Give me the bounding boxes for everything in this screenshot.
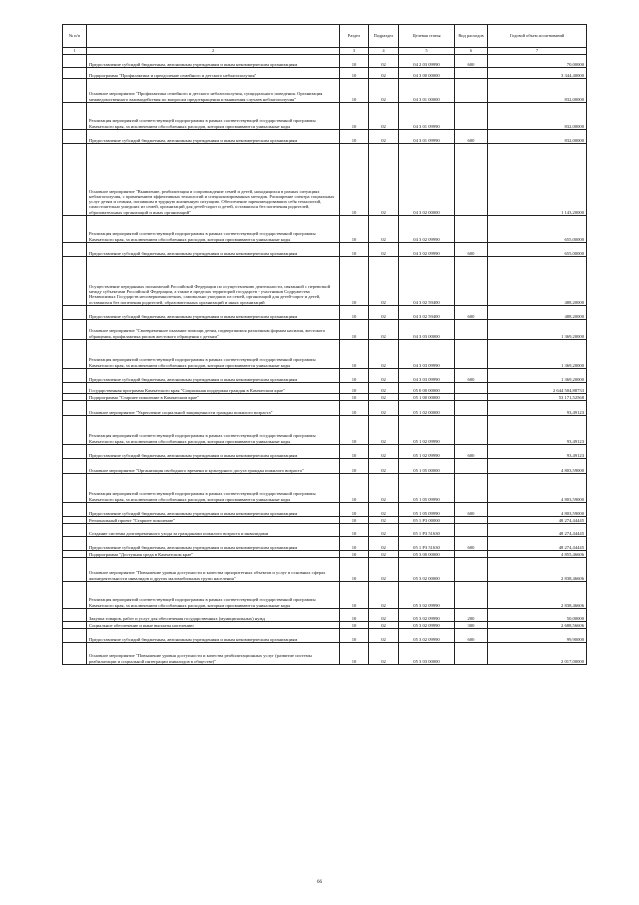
row-razdel-cell: 10: [340, 55, 369, 68]
row-target-cell: 04 3 03 09990: [399, 340, 455, 369]
row-number-cell: [63, 130, 87, 144]
row-podrazdel-cell: 02: [369, 216, 399, 243]
row-vid-cell: [455, 524, 488, 537]
row-amount-cell: 53 171,52568: [488, 394, 587, 401]
row-name-cell: Реализация мероприятий соответствующей подпрограммы в рамках соответствующей государственной программы Камчатского края, за исключением обособленных расходов, которым присваиваются уникальные коды: [87, 216, 340, 243]
header-num: № п/п: [63, 25, 87, 48]
row-number-cell: [63, 369, 87, 383]
row-amount-cell: 488,20000: [488, 306, 587, 320]
column-number: 5: [399, 48, 455, 55]
row-name-cell: Основное мероприятие "Повышение уровня доступности и качества реабилитационных услуг (развитие системы реабилитации и социальной интеграции инвалидов в обществе)": [87, 643, 340, 665]
row-target-cell: 05 3 03 00000: [399, 643, 455, 665]
row-vid-cell: 600: [455, 243, 488, 257]
row-amount-cell: 1 369,20000: [488, 320, 587, 340]
row-name-cell: Основное мероприятие "Профилактика семейного и детского неблагополучия, суицидального поведения. Организация межведомственного взаимодействия по вопросам предотвращения и выявления случаев неблагополучия": [87, 79, 340, 103]
row-target-cell: 04 3 03 09990: [399, 369, 455, 383]
column-number: 2: [87, 48, 340, 55]
column-number: 6: [455, 48, 488, 55]
row-number-cell: [63, 445, 87, 459]
row-razdel-cell: 10: [340, 609, 369, 622]
row-amount-cell: 4 803,59000: [488, 459, 587, 474]
row-podrazdel-cell: 02: [369, 445, 399, 459]
row-podrazdel-cell: 02: [369, 609, 399, 622]
row-podrazdel-cell: 02: [369, 401, 399, 416]
row-razdel-cell: 10: [340, 130, 369, 144]
row-razdel-cell: 10: [340, 144, 369, 216]
row-vid-cell: 600: [455, 306, 488, 320]
row-amount-cell: 832,00000: [488, 103, 587, 130]
column-number: 4: [369, 48, 399, 55]
row-podrazdel-cell: 02: [369, 643, 399, 665]
row-number-cell: [63, 459, 87, 474]
row-name-cell: Предоставление субсидий бюджетным, автономным учреждениям и иным некоммерческим организациям: [87, 130, 340, 144]
row-amount-cell: 832,00000: [488, 130, 587, 144]
row-podrazdel-cell: 02: [369, 459, 399, 474]
row-vid-cell: 600: [455, 503, 488, 517]
row-podrazdel-cell: 02: [369, 130, 399, 144]
row-target-cell: 04 3 01 09990: [399, 130, 455, 144]
row-target-cell: 05 3 00 00000: [399, 551, 455, 558]
header-razdel: Раздел: [340, 25, 369, 48]
row-number-cell: [63, 401, 87, 416]
row-target-cell: 05 3 02 09990: [399, 629, 455, 643]
row-target-cell: 04 3 01 00000: [399, 79, 455, 103]
row-razdel-cell: 10: [340, 369, 369, 383]
row-amount-cell: 99,90000: [488, 629, 587, 643]
row-podrazdel-cell: 02: [369, 474, 399, 503]
row-podrazdel-cell: 02: [369, 622, 399, 629]
row-vid-cell: [455, 79, 488, 103]
table-row: [63, 551, 587, 558]
row-name-cell: Реализация мероприятий соответствующей подпрограммы в рамках соответствующей государственной программы Камчатского края, за исключением обособленных расходов, которым присваиваются уникальные коды: [87, 340, 340, 369]
row-razdel-cell: 10: [340, 216, 369, 243]
row-podrazdel-cell: 02: [369, 416, 399, 445]
row-target-cell: 04 3 02 00000: [399, 144, 455, 216]
row-amount-cell: 2 644 504,88733: [488, 383, 587, 394]
row-razdel-cell: 10: [340, 243, 369, 257]
row-podrazdel-cell: 02: [369, 68, 399, 79]
row-name-cell: Подпрограмма "Старшее поколение в Камчатском крае": [87, 394, 340, 401]
row-number-cell: [63, 622, 87, 629]
row-name-cell: Предоставление субсидий бюджетным, автономным учреждениям и иным некоммерческим организациям: [87, 537, 340, 551]
row-target-cell: 04 3 01 09990: [399, 103, 455, 130]
table-row: [63, 622, 587, 629]
row-target-cell: 05 3 02 09990: [399, 622, 455, 629]
table-row: [63, 394, 587, 401]
row-number-cell: [63, 474, 87, 503]
row-razdel-cell: 10: [340, 103, 369, 130]
table-header-row: [63, 25, 587, 48]
row-amount-cell: 2 838,46606: [488, 582, 587, 609]
row-razdel-cell: 10: [340, 503, 369, 517]
table-row: [63, 257, 587, 306]
row-number-cell: [63, 609, 87, 622]
row-amount-cell: 2 688,56606: [488, 622, 587, 629]
row-name-cell: Предоставление субсидий бюджетным, автономным учреждениям и иным некоммерческим организациям: [87, 369, 340, 383]
header-target: Целевая статья: [399, 25, 455, 48]
row-podrazdel-cell: 02: [369, 103, 399, 130]
row-amount-cell: 48 274,44445: [488, 524, 587, 537]
table-row: [63, 130, 587, 144]
row-name-cell: Социальное обеспечение и иные выплаты населению: [87, 622, 340, 629]
row-target-cell: 05 1 02 09990: [399, 445, 455, 459]
row-amount-cell: 2 017,00000: [488, 643, 587, 665]
table-row: [63, 445, 587, 459]
row-amount-cell: 488,20000: [488, 257, 587, 306]
column-number: 3: [340, 48, 369, 55]
row-vid-cell: [455, 517, 488, 524]
row-target-cell: 05 1 05 09990: [399, 474, 455, 503]
row-vid-cell: [455, 340, 488, 369]
row-amount-cell: 832,00000: [488, 79, 587, 103]
row-razdel-cell: 10: [340, 340, 369, 369]
table-row: [63, 55, 587, 68]
table-row: [63, 582, 587, 609]
table-row: [63, 243, 587, 257]
row-vid-cell: [455, 383, 488, 394]
row-vid-cell: 600: [455, 55, 488, 68]
row-razdel-cell: 10: [340, 551, 369, 558]
row-podrazdel-cell: 02: [369, 558, 399, 582]
row-vid-cell: 600: [455, 629, 488, 643]
table-row: [63, 68, 587, 79]
row-vid-cell: [455, 558, 488, 582]
table-row: [63, 537, 587, 551]
row-razdel-cell: 10: [340, 537, 369, 551]
row-target-cell: 04 2 03 09990: [399, 55, 455, 68]
header-name: [87, 25, 340, 48]
row-target-cell: 05 1 P3 51630: [399, 537, 455, 551]
row-vid-cell: [455, 257, 488, 306]
column-number: 1: [63, 48, 87, 55]
row-vid-cell: [455, 103, 488, 130]
row-target-cell: 04 3 02 59400: [399, 257, 455, 306]
page-number: 66: [317, 880, 322, 885]
row-name-cell: Основное мероприятие "Укрепление социальной защищенности граждан пожилого возраста": [87, 401, 340, 416]
row-podrazdel-cell: 02: [369, 394, 399, 401]
row-target-cell: 04 3 02 09990: [399, 243, 455, 257]
row-razdel-cell: 10: [340, 394, 369, 401]
row-podrazdel-cell: 02: [369, 340, 399, 369]
row-amount-cell: 93,49123: [488, 445, 587, 459]
row-target-cell: 04 3 00 00000: [399, 68, 455, 79]
row-vid-cell: [455, 551, 488, 558]
row-amount-cell: 93,49123: [488, 416, 587, 445]
row-razdel-cell: 10: [340, 582, 369, 609]
row-target-cell: 04 3 02 09990: [399, 216, 455, 243]
row-razdel-cell: 10: [340, 558, 369, 582]
table-row: [63, 383, 587, 394]
row-podrazdel-cell: 02: [369, 55, 399, 68]
row-vid-cell: 300: [455, 622, 488, 629]
row-amount-cell: 655,00000: [488, 243, 587, 257]
row-number-cell: [63, 257, 87, 306]
row-number-cell: [63, 416, 87, 445]
row-razdel-cell: 10: [340, 643, 369, 665]
row-number-cell: [63, 524, 87, 537]
row-vid-cell: [455, 394, 488, 401]
row-vid-cell: [455, 401, 488, 416]
row-number-cell: [63, 517, 87, 524]
row-podrazdel-cell: 02: [369, 517, 399, 524]
row-name-cell: Основное мероприятие "Повышение уровня доступности и качества приоритетных объектов и услуг в основных сферах жизнедеятельности инвалидов и других маломобильных групп населения": [87, 558, 340, 582]
row-name-cell: Реализация мероприятий соответствующей подпрограммы в рамках соответствующей государственной программы Камчатского края, за исключением обособленных расходов, которым присваиваются уникальные коды: [87, 474, 340, 503]
row-podrazdel-cell: 02: [369, 144, 399, 216]
row-razdel-cell: 10: [340, 622, 369, 629]
row-amount-cell: 48 274,44445: [488, 517, 587, 524]
row-target-cell: 05 1 P3 00000: [399, 517, 455, 524]
row-number-cell: [63, 340, 87, 369]
row-podrazdel-cell: 02: [369, 629, 399, 643]
row-amount-cell: 93,49123: [488, 401, 587, 416]
row-name-cell: Подпрограмма "Профилактика и преодоление семейного и детского неблагополучия": [87, 68, 340, 79]
row-number-cell: [63, 582, 87, 609]
row-amount-cell: 1 369,20000: [488, 340, 587, 369]
row-podrazdel-cell: 02: [369, 383, 399, 394]
table-body: [63, 55, 587, 665]
table-row: [63, 306, 587, 320]
row-target-cell: 05 3 02 09990: [399, 609, 455, 622]
row-name-cell: Основное мероприятие "Выявление, реабилитация и сопровождение семей и детей, находящихся в разных ситуациях неблагополучия, с применением эффективных технологий и специализированных методик. Расширение спектра социальных услуг детям и семьям, попавшим в трудную жизненную ситуацию. Обеспечение зарекомендовавших себя технологий, самостоятельно ушедших из семей, организаций для детей-сирот и детей, оставшихся без попечения родителей, образовательных организаций и иных организаций": [87, 144, 340, 216]
row-amount-cell: 70,00000: [488, 55, 587, 68]
row-name-cell: Государственная программа Камчатского края "Социальная поддержка граждан в Камчатском крае": [87, 383, 340, 394]
table-row: [63, 609, 587, 622]
row-razdel-cell: 10: [340, 306, 369, 320]
row-amount-cell: 2 838,46606: [488, 558, 587, 582]
row-number-cell: [63, 551, 87, 558]
row-number-cell: [63, 68, 87, 79]
table-row: [63, 103, 587, 130]
row-razdel-cell: 10: [340, 68, 369, 79]
table-row: [63, 369, 587, 383]
row-name-cell: Закупка товаров, работ и услуг для обеспечения государственных (муниципальных) нужд: [87, 609, 340, 622]
row-number-cell: [63, 629, 87, 643]
row-target-cell: 04 3 02 59400: [399, 306, 455, 320]
row-number-cell: [63, 643, 87, 665]
table-row: [63, 79, 587, 103]
row-razdel-cell: 10: [340, 416, 369, 445]
row-vid-cell: [455, 474, 488, 503]
row-podrazdel-cell: 02: [369, 79, 399, 103]
row-razdel-cell: 10: [340, 517, 369, 524]
row-name-cell: Реализация мероприятий соответствующей подпрограммы в рамках соответствующей государственной программы Камчатского края, за исключением обособленных расходов, которым присваиваются уникальные коды: [87, 103, 340, 130]
row-razdel-cell: 10: [340, 445, 369, 459]
table-row: [63, 340, 587, 369]
table-row: [63, 503, 587, 517]
row-vid-cell: 600: [455, 445, 488, 459]
row-number-cell: [63, 306, 87, 320]
row-target-cell: 05 1 02 00000: [399, 401, 455, 416]
row-number-cell: [63, 558, 87, 582]
row-razdel-cell: 10: [340, 474, 369, 503]
row-podrazdel-cell: 02: [369, 582, 399, 609]
row-name-cell: Предоставление субсидий бюджетным, автономным учреждениям и иным некоммерческим организациям: [87, 629, 340, 643]
row-vid-cell: [455, 144, 488, 216]
row-name-cell: Подпрограмма "Доступная среда в Камчатском крае": [87, 551, 340, 558]
row-name-cell: Предоставление субсидий бюджетным, автономным учреждениям и иным некоммерческим организациям: [87, 445, 340, 459]
row-number-cell: [63, 144, 87, 216]
row-podrazdel-cell: 02: [369, 320, 399, 340]
row-razdel-cell: 10: [340, 79, 369, 103]
budget-table: [62, 24, 587, 665]
row-amount-cell: 1 143,20000: [488, 144, 587, 216]
row-vid-cell: [455, 68, 488, 79]
row-number-cell: [63, 394, 87, 401]
row-razdel-cell: 10: [340, 257, 369, 306]
row-podrazdel-cell: 02: [369, 503, 399, 517]
row-podrazdel-cell: 02: [369, 306, 399, 320]
row-number-cell: [63, 320, 87, 340]
row-vid-cell: [455, 643, 488, 665]
row-number-cell: [63, 103, 87, 130]
table-row: [63, 320, 587, 340]
row-target-cell: 05 1 05 09990: [399, 503, 455, 517]
row-amount-cell: 655,00000: [488, 216, 587, 243]
row-target-cell: 05 1 P3 51630: [399, 524, 455, 537]
row-razdel-cell: 10: [340, 629, 369, 643]
row-razdel-cell: 10: [340, 524, 369, 537]
row-amount-cell: 1 369,20000: [488, 369, 587, 383]
row-name-cell: Осуществление переданных полномочий Российской Федерации по осуществлению деятельности, связанной с перевозкой между субъектами Российской Федерации, а также в пределах территорий государств - участников Содружества Независимых Государств несовершеннолетних, самовольно ушедших из семей, организаций для детей-сирот и детей, оставшихся без попечения родителей, образовательных организаций и иных организаций: [87, 257, 340, 306]
row-podrazdel-cell: 02: [369, 243, 399, 257]
row-podrazdel-cell: 02: [369, 257, 399, 306]
row-name-cell: Реализация мероприятий соответствующей подпрограммы в рамках соответствующей государственной программы Камчатского края, за исключением обособленных расходов, которым присваиваются уникальные коды: [87, 416, 340, 445]
row-vid-cell: [455, 459, 488, 474]
row-number-cell: [63, 383, 87, 394]
row-amount-cell: 4 803,59000: [488, 474, 587, 503]
row-amount-cell: 4 855,46606: [488, 551, 587, 558]
row-amount-cell: 3 344,40000: [488, 68, 587, 79]
column-number: 7: [488, 48, 587, 55]
row-number-cell: [63, 55, 87, 68]
row-target-cell: 05 0 00 00000: [399, 383, 455, 394]
row-number-cell: [63, 243, 87, 257]
row-podrazdel-cell: 02: [369, 369, 399, 383]
row-target-cell: 04 3 03 00000: [399, 320, 455, 340]
row-vid-cell: 600: [455, 130, 488, 144]
table-row: [63, 401, 587, 416]
header-podrazdel: Подраздел: [369, 25, 399, 48]
row-razdel-cell: 10: [340, 459, 369, 474]
row-number-cell: [63, 537, 87, 551]
row-name-cell: Предоставление субсидий бюджетным, автономным учреждениям и иным некоммерческим организациям: [87, 306, 340, 320]
row-podrazdel-cell: 02: [369, 551, 399, 558]
row-podrazdel-cell: 02: [369, 524, 399, 537]
row-target-cell: 05 1 02 09990: [399, 416, 455, 445]
table-row: [63, 144, 587, 216]
table-row: [63, 629, 587, 643]
row-number-cell: [63, 79, 87, 103]
row-razdel-cell: 10: [340, 320, 369, 340]
table-row: [63, 517, 587, 524]
row-name-cell: Предоставление субсидий бюджетным, автономным учреждениям и иным некоммерческим организациям: [87, 55, 340, 68]
row-name-cell: Предоставление субсидий бюджетным, автономным учреждениям и иным некоммерческим организациям: [87, 503, 340, 517]
column-number-row: [63, 48, 587, 55]
row-amount-cell: 48 274,44445: [488, 537, 587, 551]
row-vid-cell: [455, 582, 488, 609]
header-vid: Вид расходов: [455, 25, 488, 48]
row-vid-cell: 600: [455, 369, 488, 383]
row-amount-cell: 4 803,59000: [488, 503, 587, 517]
row-number-cell: [63, 216, 87, 243]
table-row: [63, 558, 587, 582]
row-razdel-cell: 10: [340, 383, 369, 394]
row-vid-cell: 200: [455, 609, 488, 622]
row-name-cell: Реализация мероприятий соответствующей подпрограммы в рамках соответствующей государственной программы Камчатского края, за исключением обособленных расходов, которым присваиваются уникальные коды: [87, 582, 340, 609]
row-vid-cell: [455, 416, 488, 445]
row-vid-cell: [455, 320, 488, 340]
table-row: [63, 216, 587, 243]
row-target-cell: 05 1 05 00000: [399, 459, 455, 474]
row-name-cell: Основное мероприятие "Организация свободного времени и культурного досуга граждан пожилого возраста": [87, 459, 340, 474]
table-row: [63, 474, 587, 503]
row-target-cell: 05 3 02 09990: [399, 582, 455, 609]
row-name-cell: Региональный проект "Старшее поколение": [87, 517, 340, 524]
row-target-cell: 05 1 00 00000: [399, 394, 455, 401]
row-number-cell: [63, 503, 87, 517]
header-amount: Годовой объем ассигнований: [488, 25, 587, 48]
row-amount-cell: 50,00000: [488, 609, 587, 622]
row-vid-cell: 600: [455, 537, 488, 551]
table-row: [63, 416, 587, 445]
table-row: [63, 524, 587, 537]
row-name-cell: Предоставление субсидий бюджетным, автономным учреждениям и иным некоммерческим организациям: [87, 243, 340, 257]
row-name-cell: Создание системы долговременного ухода за гражданами пожилого возраста и инвалидами: [87, 524, 340, 537]
row-name-cell: Основное мероприятие "Своевременное оказание помощи детям, подвергшимся различным формам насилия, жестокого обращения, профилактика рисков жестокого обращения с детьми": [87, 320, 340, 340]
table-row: [63, 643, 587, 665]
table-row: [63, 459, 587, 474]
row-razdel-cell: 10: [340, 401, 369, 416]
row-podrazdel-cell: 02: [369, 537, 399, 551]
row-vid-cell: [455, 216, 488, 243]
row-target-cell: 05 3 02 00000: [399, 558, 455, 582]
